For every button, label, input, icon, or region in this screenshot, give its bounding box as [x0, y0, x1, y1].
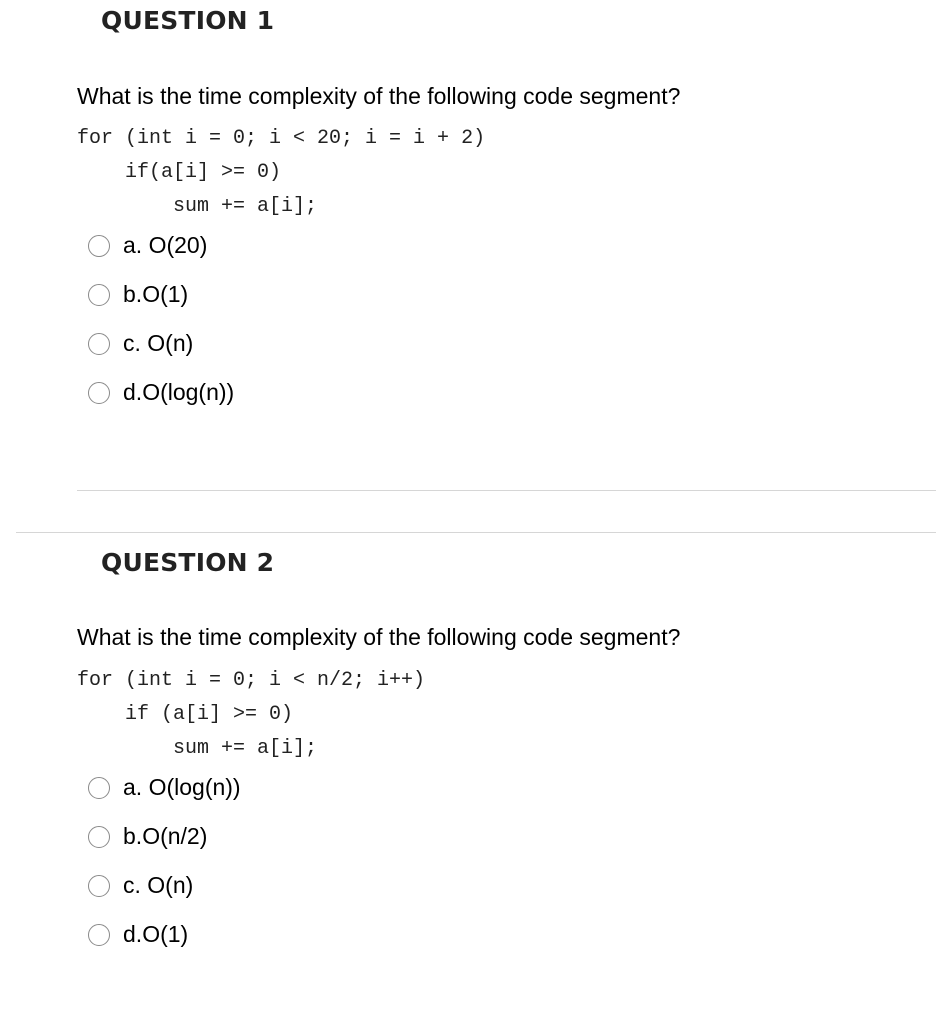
code-line: for (int i = 0; i < 20; i = i + 2) — [77, 127, 486, 150]
question-1-option-a[interactable] — [88, 221, 234, 270]
question-1-code — [77, 122, 485, 224]
question-2-option-d[interactable] — [88, 910, 241, 959]
radio-button[interactable] — [88, 924, 110, 946]
question-2-option-b[interactable] — [88, 812, 241, 861]
option-label[interactable]: d.O(log(n)) — [123, 379, 235, 405]
radio-button[interactable] — [88, 235, 110, 257]
question-separator — [16, 532, 936, 533]
radio-button[interactable] — [88, 875, 110, 897]
radio-button[interactable] — [88, 382, 110, 404]
code-line: if(a[i] >= 0) — [77, 161, 282, 184]
option-label[interactable]: d.O(1) — [123, 921, 189, 947]
option-label[interactable]: b.O(n/2) — [123, 823, 208, 849]
radio-button[interactable] — [88, 284, 110, 306]
question-1-title: QUESTION 1 — [101, 6, 275, 35]
code-line: if (a[i] >= 0) — [77, 703, 294, 726]
question-2-title: QUESTION 2 — [101, 548, 275, 577]
option-label[interactable]: b.O(1) — [123, 281, 189, 307]
question-2-code — [77, 664, 425, 766]
question-2-option-c[interactable] — [88, 861, 241, 910]
radio-button[interactable] — [88, 777, 110, 799]
code-line: for (int i = 0; i < n/2; i++) — [77, 669, 426, 692]
question-1-option-c[interactable] — [88, 319, 234, 368]
option-label[interactable]: c. O(n) — [123, 330, 194, 356]
question-1-options — [88, 221, 234, 417]
radio-button[interactable] — [88, 826, 110, 848]
radio-button[interactable] — [88, 333, 110, 355]
code-line: sum += a[i]; — [77, 195, 318, 218]
question-2-prompt: What is the time complexity of the following code segment? — [77, 624, 681, 650]
option-label[interactable]: a. O(log(n)) — [123, 774, 241, 800]
option-label[interactable]: c. O(n) — [123, 872, 194, 898]
question-1-option-d[interactable] — [88, 368, 234, 417]
question-1-option-b[interactable] — [88, 270, 234, 319]
option-label[interactable]: a. O(20) — [123, 232, 208, 258]
question-2-options — [88, 763, 241, 959]
question-1-bottom-divider — [77, 490, 936, 491]
question-1-prompt: What is the time complexity of the following code segment? — [77, 83, 681, 109]
question-2-option-a[interactable] — [88, 763, 241, 812]
code-line: sum += a[i]; — [77, 737, 318, 760]
